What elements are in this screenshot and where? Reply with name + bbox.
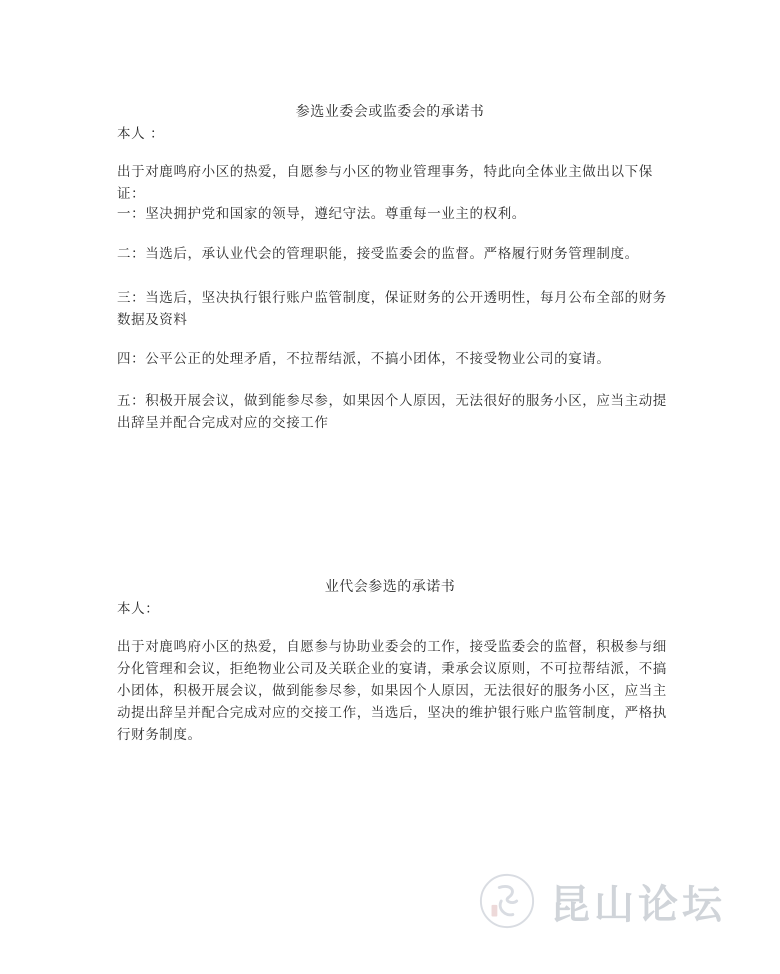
doc1-title: 参选业委会或监委会的承诺书 bbox=[295, 104, 485, 120]
doc1-item-5: 五：积极开展会议，做到能参尽参，如果因个人原因，无法很好的服务小区，应当主动提出辞呈并配合完成对应的交接工作 bbox=[117, 393, 667, 431]
doc2-title: 业代会参选的承诺书 bbox=[324, 579, 456, 595]
doc2-salutation: 本人： bbox=[117, 601, 160, 617]
doc1-item-2: 二：当选后，承认业代会的管理职能，接受监委会的监督。严格履行财务管理制度。 bbox=[117, 246, 639, 262]
doc1-intro: 出于对鹿鸣府小区的热爱，自愿参与小区的物业管理事务，特此向全体业主做出以下保证： bbox=[117, 164, 653, 202]
doc1-item-1: 一：坚决拥护党和国家的领导，遵纪守法。尊重每一业主的权利。 bbox=[117, 206, 526, 222]
forum-logo-icon bbox=[478, 872, 536, 930]
doc2-body: 出于对鹿鸣府小区的热爱，自愿参与协助业委会的工作，接受监委会的监督，积极参与细分化管理和会议，拒绝物业公司及关联企业的宴请，秉承会议原则，不可拉帮结派，不搞小团体，积极开展会议，做到能参尽参，如果因个人原因，无法很好的服务小区，应当主动提出辞呈并配合完成对应的交接工作，当选后，坚决的维护银行账户监管制度，严格执行财务制度。 bbox=[117, 639, 667, 743]
doc1-salutation: 本人 ： bbox=[117, 126, 165, 142]
watermark-text: 昆山论坛 bbox=[550, 881, 726, 928]
doc1-item-3: 三：当选后，坚决执行银行账户监管制度，保证财务的公开透明性，每月公布全部的财务数据及资料 bbox=[117, 290, 667, 328]
doc1-item-4: 四：公平公正的处理矛盾，不拉帮结派，不搞小团体，不接受物业公司的宴请。 bbox=[117, 351, 611, 367]
watermark bbox=[478, 866, 778, 936]
